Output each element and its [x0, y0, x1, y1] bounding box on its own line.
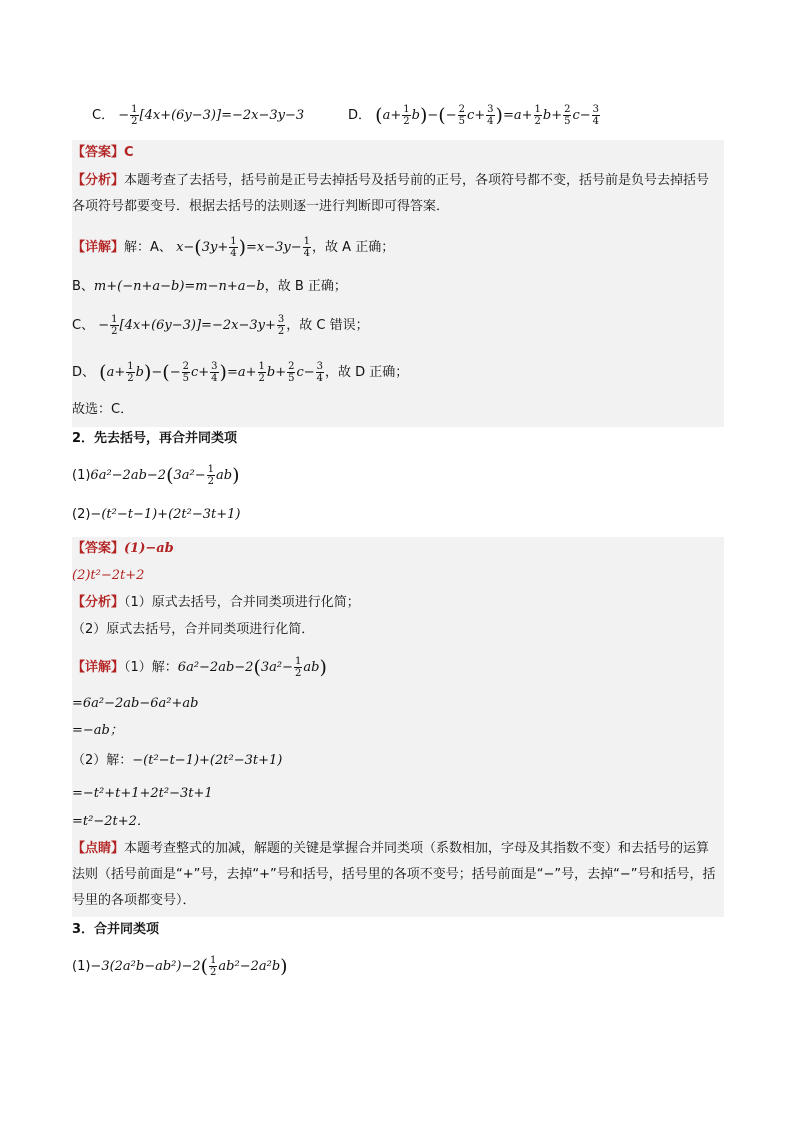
q3-title: 3．合并同类项 [72, 922, 160, 937]
q1-detail-a: 【详解】解：A、 x−(3y+ $\frac{1}{4}$ )=x−3y− $\frac{1}{4}$ ，故 A 正确； [72, 236, 395, 259]
q1-analysis-text: 本题考查了去括号，括号前是正号去掉括号及括号前的正号，各项符号都不变，括号前是负号去掉括号各项符号都要变号．根据去括号的法则逐一进行判断即可得答案． [72, 173, 710, 214]
q2-answer: 【答案】(1)−ab [72, 541, 174, 556]
q1-answer-value: C [124, 145, 134, 160]
option-c-tail: =−2x−3y−3 [221, 108, 305, 123]
q2-note: 【点睛】本题考查整式的加减，解题的关键是掌握合并同类项（系数相加，字母及其指数不变）和去括号的运算法则（括号前面是“+”号，去掉“+”号和括号，括号里的各项不变号；括号前面是“−”号，去掉“−”号和括号，括号里的各项都变号）． [72, 841, 716, 908]
q2-detail-2-l2: =−t²+t+1+2t²−3t+1 [72, 786, 213, 801]
q2-detail-2: （2）解：−(t²−t−1)+(2t²−3t+1) [72, 753, 283, 768]
q1-choose: 故选：C． [72, 402, 134, 417]
q1-analysis: 【分析】本题考查了去括号，括号前是正号去掉括号及括号前的正号，各项符号都不变，括号前是负号去掉括号各项符号都要变号．根据去括号的法则逐一进行判断即可得答案． [72, 173, 710, 214]
q1-answer: 【答案】C [72, 145, 134, 160]
q2-detail-1-l2: =6a²−2ab−6a²+ab [72, 696, 199, 711]
q2-analysis-2: （2）原式去括号，合并同类项进行化简． [72, 622, 315, 637]
option-c-label: C． [92, 108, 115, 123]
q1-detail-c: C、 − $\frac{1}{2}$ [4x+(6y−3)]=−2x−3y+ $\frac{3}{2}$ ，故 C 错误； [72, 314, 369, 337]
q2-analysis: 【分析】（1）原式去括号，合并同类项进行化简； [72, 595, 360, 610]
q2-note-text: 本题考查整式的加减，解题的关键是掌握合并同类项（系数相加，字母及其指数不变）和去括号的运算法则（括号前面是“+”号，去掉“+”号和括号，括号里的各项不变号；括号前面是“−”号，去掉“−”号和括号，括号里的各项都变号）． [72, 841, 716, 908]
q2-answer-2: (2)t²−2t+2 [72, 568, 145, 583]
option-d: D． (a+ $\frac{1}{2}$ b)−(− $\frac{2}{5}$ c+ $\frac{3}{4}$ )=a+ $\frac{1}{2}$ b+ $\frac{2}{5}$ c− $\frac{3}{4}$ [348, 104, 600, 127]
q2-part2: (2)−(t²−t−1)+(2t²−3t+1) [72, 507, 241, 522]
option-c: C． − $\frac{1}{2}$ [4x+(6y−3)]=−2x−3y−3 [92, 104, 305, 127]
q2-detail-1-l3: =−ab； [72, 723, 123, 738]
q2-part1: (1)6a²−2ab−2(3a²− $\frac{1}{2}$ ab) [72, 464, 240, 487]
q2-detail-2-l3: =t²−2t+2． [72, 814, 150, 829]
q1-detail-d: D、 (a+ $\frac{1}{2}$ b)−(− $\frac{2}{5}$ c+ $\frac{3}{4}$ )=a+ $\frac{1}{2}$ b+ $\frac{2}{5}$ c− $\frac{3}{4}$ ，故 D 正确； [72, 361, 409, 384]
q3-part1: (1)−3(2a²b−ab²)−2( $\frac{1}{2}$ ab²−2a²b) [72, 955, 288, 978]
q2-detail-1: 【详解】（1）解：6a²−2ab−2(3a²− $\frac{1}{2}$ ab) [72, 656, 327, 679]
q2-title: 2．先去括号，再合并同类项 [72, 431, 238, 446]
option-d-label: D． [348, 108, 372, 123]
q1-detail-b: B、m+(−n+a−b)=m−n+a−b，故 B 正确； [72, 279, 347, 294]
